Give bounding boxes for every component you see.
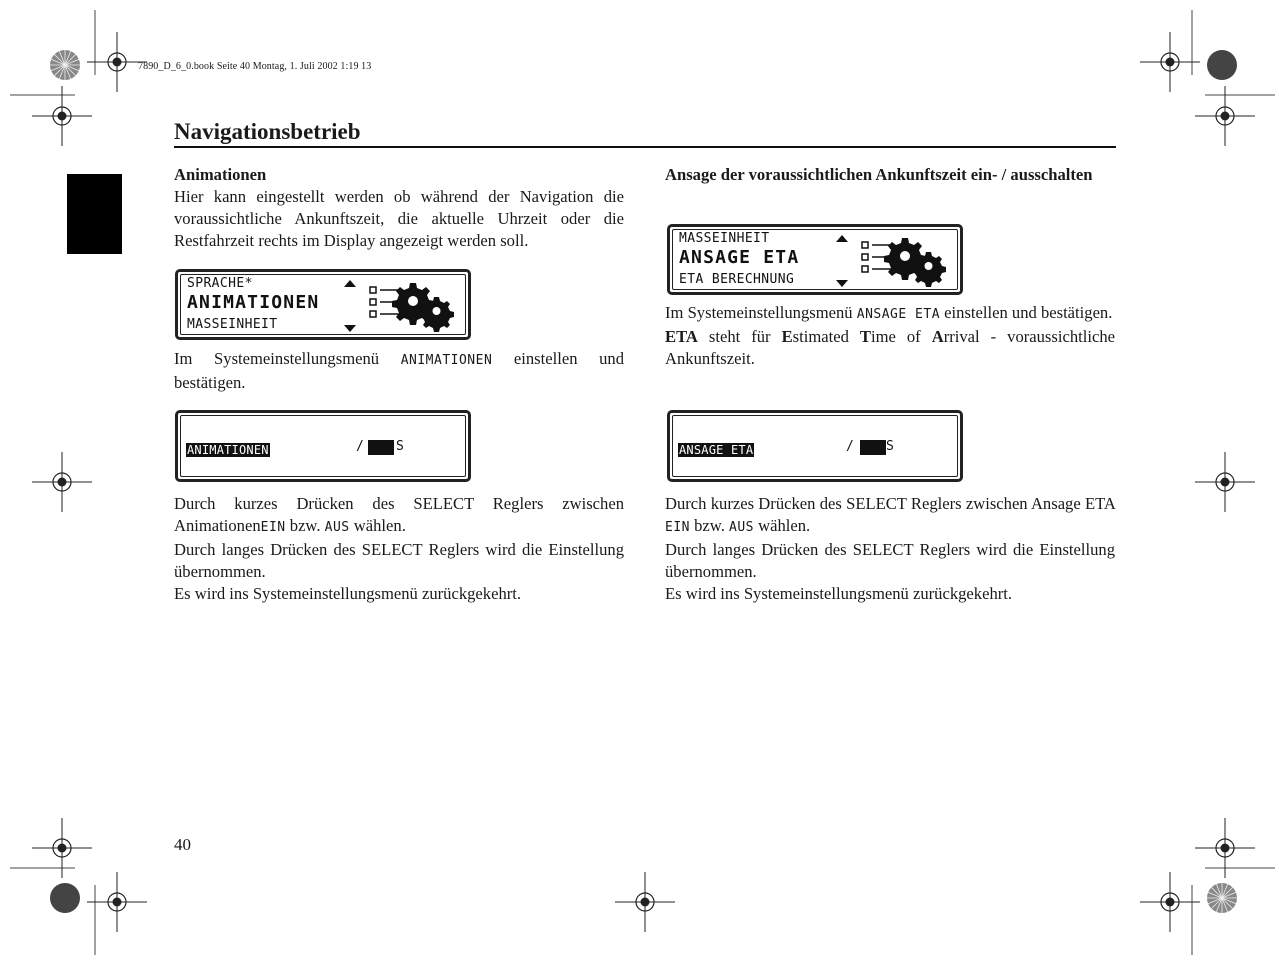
lcd-display-menu-eta — [667, 224, 963, 295]
lcd-line-top: SPRACHE* — [187, 276, 253, 291]
lcd-toggle-suffix: S — [886, 439, 895, 454]
settings-gear-icon — [366, 279, 466, 335]
title-rule — [174, 146, 1116, 148]
lcd-toggle-sep: / — [846, 439, 855, 454]
scroll-down-arrow-icon — [344, 325, 356, 332]
lcd-line-bottom: ETA BERECHNUNG — [679, 272, 795, 287]
lcd-toggle-suffix: S — [396, 439, 405, 454]
right-confirm-paragraph: Im Systemeinstellungsmenü ANSAGE ETA einstellen und bestätigen. — [665, 303, 1113, 322]
instruction-short-press: Durch kurzes Drücken des SELECT Reglers zwischen AnimationenEIN bzw. AUS wählen. — [174, 494, 624, 535]
registration-mark-icon — [1140, 32, 1200, 92]
lcd-selected-label: ANSAGE ETA — [679, 443, 754, 457]
print-header: 7890_D_6_0.book Seite 40 Montag, 1. Juli 2002 1:19 13 — [138, 61, 372, 72]
menu-code: ANIMATIONEN — [400, 353, 493, 368]
color-wheel-icon — [1207, 50, 1237, 80]
eta-definition: ETA steht für Estimated Time of Arrival - voraussichtliche Ankunftszeit. — [665, 327, 1115, 368]
color-wheel-icon — [50, 883, 80, 913]
instruction-return: Es wird ins Systemeinstellungsmenü zurückgekehrt. — [174, 584, 522, 603]
lcd-line-selected: ANSAGE ETA — [679, 247, 800, 268]
page-number: 40 — [174, 835, 191, 854]
section-heading: Animationen — [174, 165, 267, 184]
instruction-return: Es wird ins Systemeinstellungsmenü zurückgekehrt. — [665, 584, 1013, 603]
color-wheel-icon — [1207, 883, 1237, 913]
lcd-line-bottom: MASSEINHEIT — [187, 317, 278, 332]
lcd-toggle-cursor — [860, 440, 886, 455]
right-confirm-block — [665, 302, 1115, 370]
menu-code: ANSAGE ETA — [856, 307, 941, 322]
registration-mark-icon — [615, 872, 675, 932]
lcd-selected-label: ANIMATIONEN — [187, 443, 269, 457]
lcd-toggle-cursor — [368, 440, 394, 455]
registration-mark-icon — [32, 818, 92, 878]
instruction-long-press: Durch langes Drücken des SELECT Reglers wird die Einstellung übernommen. — [174, 540, 624, 581]
chapter-tab — [67, 174, 122, 254]
registration-mark-icon — [1140, 872, 1200, 932]
right-instructions — [665, 493, 1115, 605]
lcd-display-toggle-eta — [667, 410, 963, 482]
registration-mark-icon — [87, 872, 147, 932]
registration-mark-icon — [1195, 452, 1255, 512]
left-instructions — [174, 493, 624, 605]
instruction-short-press: Durch kurzes Drücken des SELECT Reglers zwischen Ansage ETA EIN bzw. AUS wählen. — [665, 494, 1115, 535]
lcd-display-menu — [175, 269, 471, 340]
scroll-up-arrow-icon — [344, 280, 356, 287]
left-column — [174, 164, 624, 252]
lcd-line-top: MASSEINHEIT — [679, 231, 770, 246]
scroll-down-arrow-icon — [836, 280, 848, 287]
intro-paragraph: Hier kann eingestellt werden ob während der Navigation die voraussichtliche Ankunftszeit, die aktuelle Uhrzeit oder die Restfahrzeit rechts im Display angezeigt werden soll. — [174, 187, 624, 250]
instruction-long-press: Durch langes Drücken des SELECT Reglers wird die Einstellung übernommen. — [665, 540, 1115, 581]
left-confirm-paragraph: Im Systemeinstellungsmenü ANIMATIONEN einstellen und bestätigen. — [174, 349, 624, 392]
lcd-display-toggle — [175, 410, 471, 482]
registration-mark-icon — [1195, 818, 1255, 878]
color-wheel-icon — [50, 50, 80, 80]
lcd-toggle-sep: / — [356, 439, 365, 454]
lcd-line-selected: ANIMATIONEN — [187, 292, 320, 313]
scroll-up-arrow-icon — [836, 235, 848, 242]
registration-mark-icon — [32, 452, 92, 512]
right-section-heading: Ansage der voraussichtlichen Ankunftszeit ein- / ausschalten — [665, 165, 1093, 184]
page-title: Navigationsbetrieb — [174, 119, 361, 144]
settings-gear-icon — [858, 234, 958, 290]
